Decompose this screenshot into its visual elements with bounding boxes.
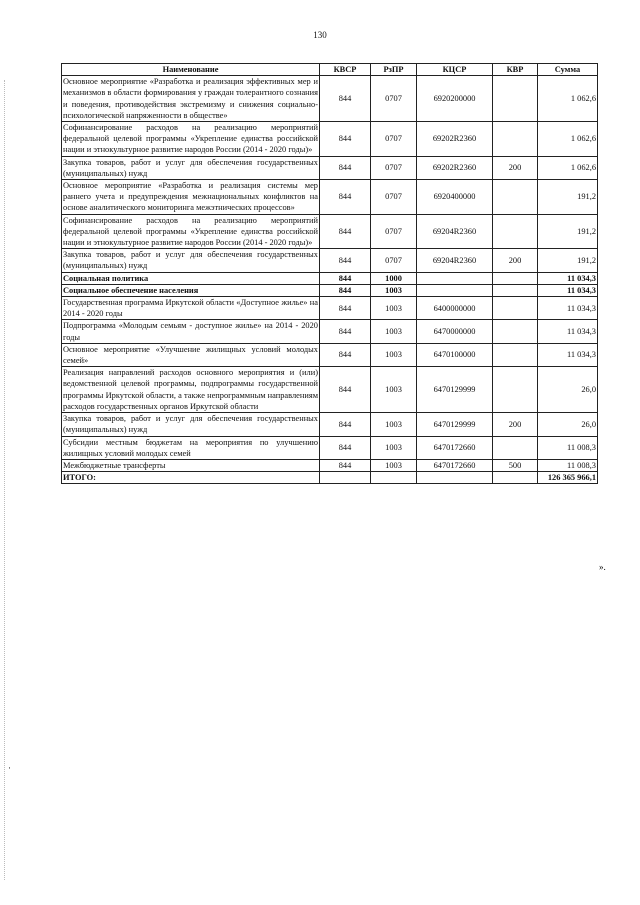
- cell-kcsr: 69204R2360: [417, 214, 493, 249]
- cell-name: Софинансирование расходов на реализацию мероприятий федеральной целевой программы «Укрепление единства российской нации и этнокультурное развитие народов России (2014 - 2020 годы)»: [63, 215, 318, 248]
- cell-sum: 11 008,3: [538, 436, 598, 459]
- cell-kvsr: 844: [320, 459, 371, 471]
- cell-rzpr: 1003: [371, 320, 417, 343]
- cell-kvr: [493, 436, 538, 459]
- cell-kcsr: 6470172660: [417, 459, 493, 471]
- cell-kvsr: 844: [320, 436, 371, 459]
- cell-rzpr: [371, 472, 417, 484]
- cell-kvr: 500: [493, 459, 538, 471]
- cell-name: Социальное обеспечение населения: [62, 284, 320, 296]
- cell-kvsr: 844: [320, 272, 371, 284]
- cell-kcsr: 6470172660: [417, 436, 493, 459]
- cell-kvsr: 844: [320, 156, 371, 179]
- cell-kcsr: 6920200000: [417, 76, 493, 122]
- table-row: [62, 122, 598, 157]
- cell-rzpr: 0707: [371, 122, 417, 157]
- cell-sum: 1 062,6: [538, 122, 598, 157]
- cell-sum: 1 062,6: [538, 156, 598, 179]
- cell-rzpr: 0707: [371, 214, 417, 249]
- cell-kvsr: 844: [320, 122, 371, 157]
- cell-kvr: 200: [493, 249, 538, 272]
- cell-kvsr: 844: [320, 320, 371, 343]
- table-row: [62, 272, 598, 284]
- cell-kvsr: 844: [320, 343, 371, 366]
- cell-kvr: [493, 472, 538, 484]
- cell-kvsr: 844: [320, 76, 371, 122]
- cell-sum: 11 034,3: [538, 343, 598, 366]
- cell-kcsr: 6470000000: [417, 320, 493, 343]
- cell-sum: 191,2: [538, 180, 598, 215]
- table-row: [62, 297, 598, 320]
- stray-mark: ·: [8, 763, 11, 773]
- page-number: 130: [313, 30, 327, 40]
- header-kvr: КВР: [493, 64, 538, 76]
- cell-kvsr: 844: [320, 297, 371, 320]
- table-row: [62, 413, 598, 436]
- closing-quote: ».: [599, 562, 606, 572]
- cell-kvr: [493, 343, 538, 366]
- cell-name: Межбюджетные трансферты: [62, 459, 320, 471]
- cell-kvr: [493, 122, 538, 157]
- cell-kvr: [493, 180, 538, 215]
- cell-rzpr: 1000: [371, 272, 417, 284]
- cell-sum: 191,2: [538, 214, 598, 249]
- cell-sum: 11 034,3: [538, 272, 598, 284]
- cell-rzpr: 1003: [371, 297, 417, 320]
- cell-kvsr: 844: [320, 180, 371, 215]
- cell-kvr: [493, 297, 538, 320]
- cell-rzpr: 0707: [371, 76, 417, 122]
- cell-kcsr: 6470100000: [417, 343, 493, 366]
- cell-rzpr: 0707: [371, 249, 417, 272]
- cell-sum: 11 034,3: [538, 284, 598, 296]
- cell-kcsr: [417, 284, 493, 296]
- table-row: [62, 284, 598, 296]
- cell-sum: 126 365 966,1: [538, 472, 598, 484]
- table-row: [62, 156, 598, 179]
- cell-name: Софинансирование расходов на реализацию мероприятий федеральной целевой программы «Укрепление единства российской нации и этнокультурное развитие народов России (2014 - 2020 годы)»: [63, 123, 318, 155]
- cell-name: Реализация направлений расходов основного мероприятия и (или) ведомственной целевой программы, подпрограммы государственной программы Иркутской области, а также непрограммным направлениям расходов государственных органов Иркутской области: [63, 368, 318, 411]
- cell-sum: 1 062,6: [538, 76, 598, 122]
- cell-rzpr: 1003: [371, 343, 417, 366]
- cell-rzpr: 1003: [371, 284, 417, 296]
- cell-rzpr: 1003: [371, 367, 417, 413]
- header-name: Наименование: [62, 64, 320, 76]
- cell-name: Основное мероприятие «Разработка и реализация системы мер раннего учета и предупреждения межнациональных конфликтов на основе аналитического мониторинга межэтнических процессов»: [63, 181, 318, 213]
- table-row: [62, 436, 598, 459]
- table-row: [62, 472, 598, 484]
- cell-name: ИТОГО:: [62, 472, 320, 484]
- cell-kvr: 200: [493, 413, 538, 436]
- cell-kcsr: 69204R2360: [417, 249, 493, 272]
- cell-sum: 11 034,3: [538, 320, 598, 343]
- cell-kvr: [493, 76, 538, 122]
- table-row: [62, 180, 598, 215]
- cell-kcsr: 6470129999: [417, 413, 493, 436]
- table-header-row: [62, 64, 598, 76]
- cell-kvsr: 844: [320, 367, 371, 413]
- cell-kcsr: 6400000000: [417, 297, 493, 320]
- cell-kcsr: 6920400000: [417, 180, 493, 215]
- cell-name: Социальная политика: [62, 272, 320, 284]
- cell-rzpr: 0707: [371, 156, 417, 179]
- cell-sum: 11 034,3: [538, 297, 598, 320]
- cell-kvr: [493, 320, 538, 343]
- cell-name: Основное мероприятие «Разработка и реализация эффективных мер и механизмов в области формирования у граждан толерантного сознания и поведения, противодействия экстремизму и снижения социально-психологической напряженности в обществе»: [63, 77, 318, 120]
- header-kcsr: КЦСР: [417, 64, 493, 76]
- cell-name: Закупка товаров, работ и услуг для обеспечения государственных (муниципальных) нужд: [63, 250, 318, 271]
- cell-kvsr: [320, 472, 371, 484]
- table-row: [62, 320, 598, 343]
- cell-kvsr: 844: [320, 249, 371, 272]
- budget-table: [61, 63, 598, 484]
- cell-kvsr: 844: [320, 284, 371, 296]
- margin-dots: [4, 80, 6, 880]
- cell-rzpr: 1003: [371, 413, 417, 436]
- table-row: [62, 76, 598, 122]
- cell-rzpr: 1003: [371, 436, 417, 459]
- table-row: [62, 249, 598, 272]
- header-rzpr: РзПР: [371, 64, 417, 76]
- table-row: [62, 343, 598, 366]
- cell-name: Подпрограмма «Молодым семьям - доступное жилье» на 2014 - 2020 годы: [63, 321, 318, 342]
- cell-kvr: [493, 272, 538, 284]
- cell-name: Закупка товаров, работ и услуг для обеспечения государственных (муниципальных) нужд: [63, 157, 318, 178]
- cell-kvr: 200: [493, 156, 538, 179]
- table-row: [62, 459, 598, 471]
- table-body: [62, 76, 598, 484]
- cell-kvsr: 844: [320, 214, 371, 249]
- cell-kcsr: 69202R2360: [417, 122, 493, 157]
- cell-name: Основное мероприятие «Улучшение жилищных условий молодых семей»: [63, 344, 318, 366]
- cell-sum: 191,2: [538, 249, 598, 272]
- header-sum: Сумма: [538, 64, 598, 76]
- cell-rzpr: 0707: [371, 180, 417, 215]
- cell-kvr: [493, 367, 538, 413]
- cell-kcsr: 6470129999: [417, 367, 493, 413]
- cell-kcsr: 69202R2360: [417, 156, 493, 179]
- header-kvsr: КВСР: [320, 64, 371, 76]
- cell-kcsr: [417, 472, 493, 484]
- cell-rzpr: 1003: [371, 459, 417, 471]
- cell-sum: 11 008,3: [538, 459, 598, 471]
- cell-kvr: [493, 214, 538, 249]
- cell-name: Государственная программа Иркутской области «Доступное жилье» на 2014 - 2020 годы: [63, 298, 318, 319]
- cell-sum: 26,0: [538, 413, 598, 436]
- table-row: [62, 214, 598, 249]
- cell-sum: 26,0: [538, 367, 598, 413]
- cell-kvr: [493, 284, 538, 296]
- table-row: [62, 367, 598, 413]
- cell-name: Субсидии местным бюджетам на мероприятия по улучшению жилищных условий молодых семей: [63, 437, 318, 458]
- cell-kcsr: [417, 272, 493, 284]
- cell-name: Закупка товаров, работ и услуг для обеспечения государственных (муниципальных) нужд: [63, 414, 318, 435]
- cell-kvsr: 844: [320, 413, 371, 436]
